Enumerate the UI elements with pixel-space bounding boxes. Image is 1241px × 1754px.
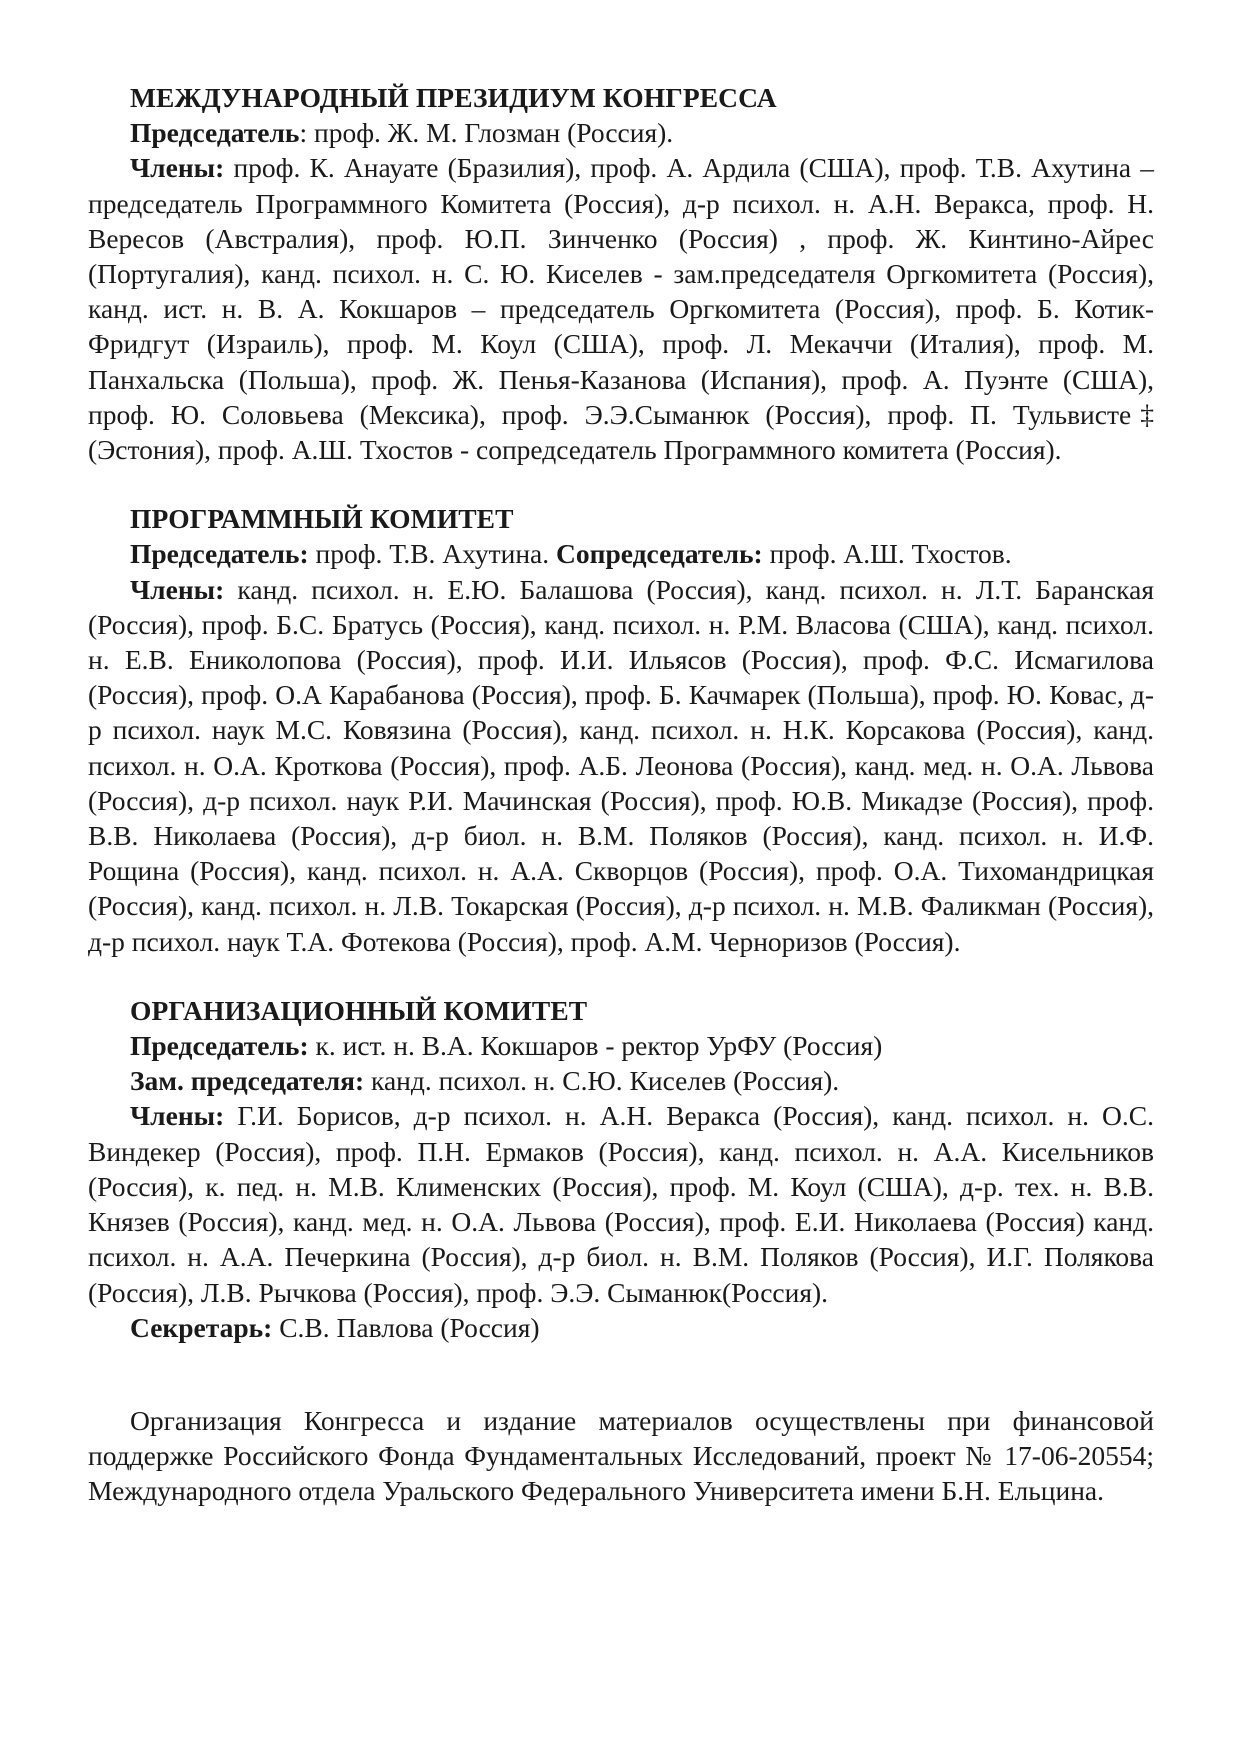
chair-line [88,536,1154,571]
program-committee-section [88,501,1154,959]
chair-text: : проф. Ж. М. Глозман (Россия). [299,117,674,149]
chair-line [88,115,1154,150]
deputy-line [88,1063,1154,1098]
section-heading: ОРГАНИЗАЦИОННЫЙ КОМИТЕТ [130,994,588,1026]
chair-text: к. ист. н. В.А. Кокшаров - ректор УрФУ (Россия) [308,1030,883,1062]
secretary-label: Секретарь: [130,1311,273,1343]
organizing-committee-section [88,993,1154,1345]
funding-note: Организация Конгресса и издание материалов осуществлены при финансовой поддержке Российского Фонда Фундаментальных Исследований, проект № 17-06-20554; Международного отдела Уральского Федерального Университета имени Б.Н. Ельцина. [88,1404,1154,1507]
members-text: канд. психол. н. Е.Ю. Балашова (Россия), канд. психол. н. Л.Т. Баранская (Россия), проф. Б.С. Братусь (Россия), канд. психол. н. Р.М. Власова (США), канд. психол. н. Е.В. Ениколопова (Россия), проф. И.И. Ильясов (Россия), проф. Ф.С. Исмагилова (Россия), проф. О.А Карабанова (Россия), проф. Б. Качмарек (Польша), проф. Ю. Ковас, д-р психол. наук М.С. Ковязина (Россия), канд. психол. н. Н.К. Корсакова (Россия), канд. психол. н. О.А. Кроткова (Россия), проф. А.Б. Леонова (Россия), канд. мед. н. О.А. Львова (Россия), д-р психол. наук Р.И. Мачинская (Россия), проф. Ю.В. Микадзе (Россия), проф. В.В. Николаева (Россия), д-р биол. н. В.М. Поляков (Россия), канд. психол. н. И.Ф. Рощина (Россия), канд. психол. н. А.А. Скворцов (Россия), проф. О.А. Тихомандрицкая (Россия), канд. психол. н. Л.В. Токарская (Россия), д-р психол. н. М.В. Фаликман (Россия), д-р психол. наук Т.А. Фотекова (Россия), проф. А.М. Черноризов (Россия). [88,573,1154,957]
members-label: Члены: [130,573,225,605]
secretary-text: С.В. Павлова (Россия) [272,1311,540,1343]
secretary-line [88,1310,1154,1345]
cochair-label: Сопредседатель: [556,538,763,570]
section-heading: ПРОГРАММНЫЙ КОМИТЕТ [130,503,514,535]
members-label: Члены: [130,1100,225,1132]
presidium-section [88,80,1154,467]
deputy-label: Зам. председателя: [130,1065,365,1097]
members-paragraph [88,572,1154,959]
members-paragraph [88,150,1154,467]
chair-label: Председатель: [130,538,309,570]
section-heading: МЕЖДУНАРОДНЫЙ ПРЕЗИДИУМ КОНГРЕССА [130,82,777,113]
deputy-text: канд. психол. н. С.Ю. Киселев (Россия). [364,1065,840,1097]
members-label: Члены: [130,152,225,184]
chair-label: Председатель: [130,1030,309,1062]
document-page [88,80,1154,1509]
members-text: Г.И. Борисов, д-р психол. н. А.Н. Веракса (Россия), канд. психол. н. О.С. Виндекер (Россия), проф. П.Н. Ермаков (Россия), канд. психол. н. А.А. Кисельников (Россия), к. пед. н. М.В. Клименских (Россия), проф. М. Коул (США), д-р. тех. н. В.В. Князев (Россия), канд. мед. н. О.А. Львова (Россия), проф. Е.И. Николаева (Россия) канд. психол. н. А.А. Печеркина (Россия), д-р биол. н. В.М. Поляков (Россия), И.Г. Полякова (Россия), Л.В. Рычкова (Россия), проф. Э.Э. Сыманюк(Россия). [88,1100,1154,1308]
chair-label: Председатель [130,117,300,149]
chair-text: проф. Т.В. Ахутина. [308,538,557,570]
members-text: проф. К. Анауате (Бразилия), проф. А. Ардила (США), проф. Т.В. Ахутина – председатель Программного Комитета (Россия), д-р психол. н. А.Н. Веракса, проф. Н. Вересов (Австралия), проф. Ю.П. Зинченко (Россия) , проф. Ж. Кинтино-Айрес (Португалия), канд. психол. н. С. Ю. Киселев - зам.председателя Оргкомитета (Россия), канд. ист. н. В. А. Кокшаров – председатель Оргкомитета (Россия), проф. Б. Котик-Фридгут (Израиль), проф. М. Коул (США), проф. Л. Мекаччи (Италия), проф. М. Панхальска (Польша), проф. Ж. Пенья-Казанова (Испания), проф. А. Пуэнте (США), проф. Ю. Соловьева (Мексика), проф. Э.Э.Сыманюк (Россия), проф. П. Тульвисте‡ (Эстония), проф. А.Ш. Тхостов - сопредседатель Программного комитета (Россия). [88,152,1154,466]
members-paragraph [88,1098,1154,1309]
chair-line [88,1028,1154,1063]
cochair-text: проф. А.Ш. Тхостов. [762,538,1012,570]
